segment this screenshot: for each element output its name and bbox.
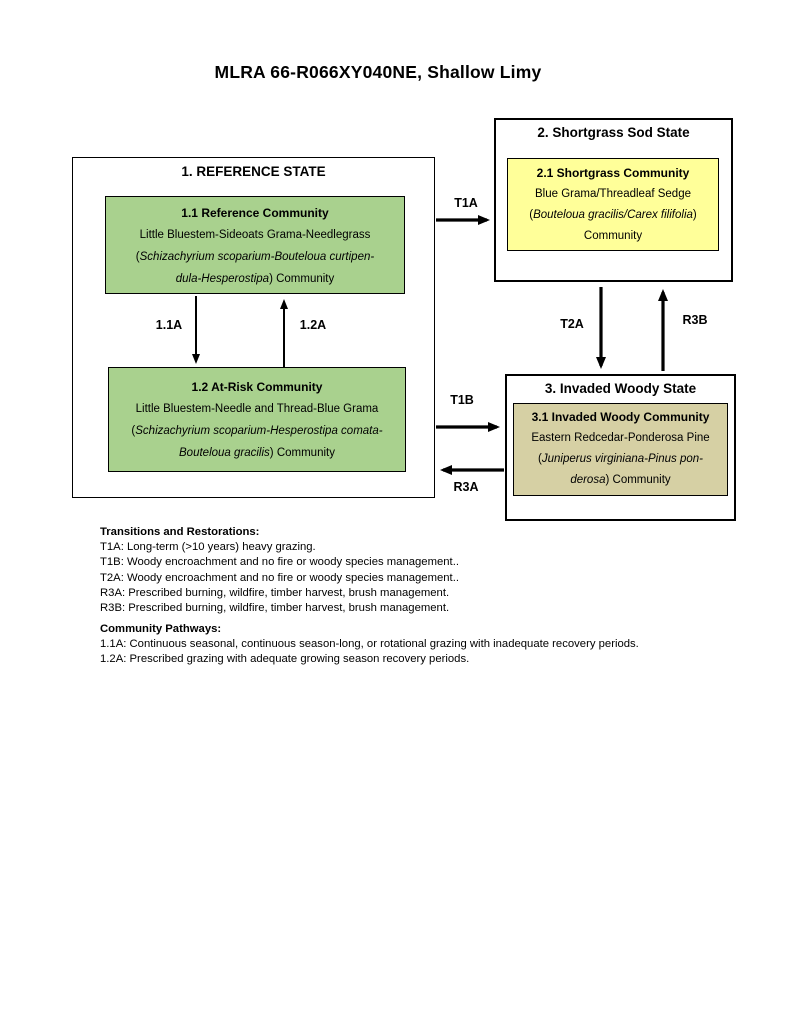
pathway-note-1-2a: 1.2A: Prescribed grazing with adequate growing season recovery periods.	[100, 653, 470, 666]
community-latin-line-1	[508, 205, 718, 226]
community-latin-line-1	[109, 420, 405, 442]
reference-community-card	[105, 196, 405, 294]
text-segment: ) Community	[269, 273, 335, 285]
community-latin-line-2	[514, 470, 727, 491]
arrow-label-t1b: T1B	[450, 393, 474, 407]
text-segment: (	[131, 425, 136, 437]
arrow-label-r3b: R3B	[682, 313, 708, 327]
community-title: 3.1 Invaded Woody Community	[531, 410, 710, 424]
arrow-label-1-1a: 1.1A	[155, 318, 183, 332]
transition-note-r3b: R3B: Prescribed burning, wildfire, timber harvest, brush management.	[100, 602, 450, 615]
page-title: MLRA 66-R066XY040NE, Shallow Limy	[214, 62, 542, 82]
latin-name: Bouteloua gracilis	[179, 447, 270, 459]
text-segment: Little Bluestem-Needle and Thread-Blue Grama	[135, 403, 379, 415]
arrow-label-1-2a: 1.2A	[299, 318, 327, 332]
invaded-woody-state-heading: 3. Invaded Woody State	[544, 381, 697, 396]
community-title: 2.1 Shortgrass Community	[536, 166, 690, 180]
community-common-name	[514, 428, 727, 449]
latin-name: Bouteloua gracilis/Carex filifolia	[533, 209, 693, 221]
community-latin-line-1	[514, 449, 727, 470]
latin-name: Juniperus virginiana-Pinus pon-	[541, 453, 703, 465]
latin-name: Schizachyrium scoparium-Hesperostipa comata-	[135, 425, 383, 437]
latin-name: derosa	[570, 474, 606, 486]
transition-note-r3a: R3A: Prescribed burning, wildfire, timber harvest, brush management.	[100, 586, 450, 599]
transition-note-t1b: T1B: Woody encroachment and no fire or woody species management..	[100, 556, 459, 569]
latin-name: Schizachyrium scoparium-Bouteloua curtipen-	[139, 251, 375, 263]
pathway-note-1-1a: 1.1A: Continuous seasonal, continuous season-long, or rotational grazing with inadequate recovery periods.	[100, 638, 639, 651]
transitions-notes	[100, 525, 459, 616]
shortgrass-sod-state-heading: 2. Shortgrass Sod State	[537, 125, 690, 140]
community-latin-line-2	[508, 226, 718, 247]
arrow-label-r3a: R3A	[453, 480, 479, 494]
reference-state-heading: 1. REFERENCE STATE	[181, 164, 326, 179]
text-segment: Little Bluestem-Sideoats Grama-Needlegrass	[139, 229, 371, 241]
community-latin-line-2	[106, 268, 404, 290]
community-latin-line-2	[109, 442, 405, 464]
community-title: 1.1 Reference Community	[181, 206, 329, 220]
community-title: 1.2 At-Risk Community	[191, 380, 323, 394]
text-segment: Community	[583, 230, 643, 242]
pathways-notes	[100, 622, 639, 668]
transitions-heading: Transitions and Restorations:	[100, 526, 260, 538]
transition-note-t1a: T1A: Long-term (>10 years) heavy grazing.	[100, 541, 316, 554]
latin-name: dula-Hesperostipa	[175, 273, 270, 285]
text-segment: )	[692, 209, 697, 221]
text-segment: (	[538, 453, 542, 465]
text-segment: Eastern Redcedar-Ponderosa Pine	[531, 432, 710, 444]
arrow-label-t2a: T2A	[560, 317, 584, 331]
pathways-heading: Community Pathways:	[100, 623, 222, 635]
text-segment: Blue Grama/Threadleaf Sedge	[535, 188, 691, 200]
transition-note-t2a: T2A: Woody encroachment and no fire or woody species management..	[100, 571, 459, 584]
shortgrass-community-card	[507, 158, 719, 251]
text-segment: (	[529, 209, 534, 221]
arrow-label-t1a: T1A	[454, 196, 478, 210]
community-common-name	[508, 184, 718, 205]
community-common-name	[109, 398, 405, 420]
invaded-woody-community-card	[513, 403, 728, 496]
text-segment: (	[135, 251, 140, 263]
community-latin-line-1	[106, 246, 404, 268]
community-common-name	[106, 224, 404, 246]
text-segment: ) Community	[605, 474, 671, 486]
text-segment: ) Community	[269, 447, 335, 459]
at-risk-community-card	[108, 367, 406, 472]
